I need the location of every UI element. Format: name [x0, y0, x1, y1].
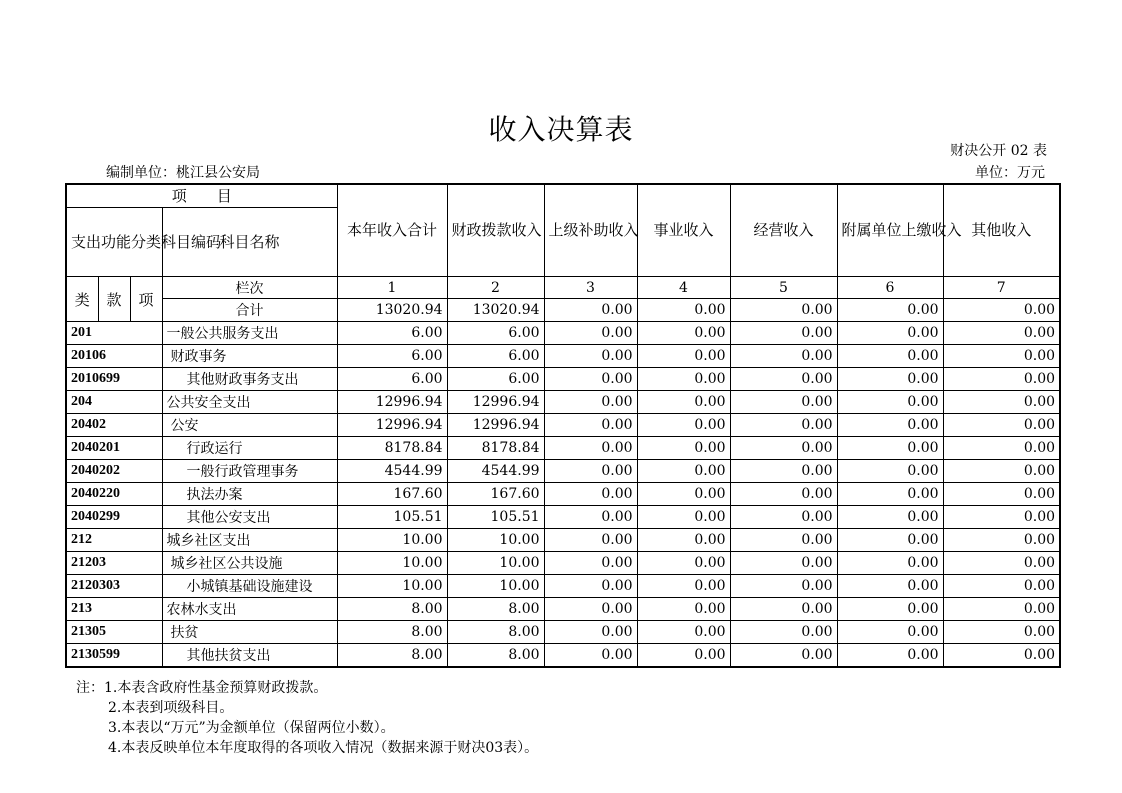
row-cell: 0.00	[943, 345, 1060, 368]
row-cell: 0.00	[637, 575, 730, 598]
row-cell: 10.00	[447, 552, 544, 575]
table-row	[66, 644, 1060, 668]
row-cell: 4544.99	[337, 460, 447, 483]
notes	[76, 678, 538, 758]
row-cell: 0.00	[837, 483, 943, 506]
row-cell: 0.00	[730, 644, 837, 668]
row-name: 其他扶贫支出	[162, 644, 337, 668]
row-cell: 0.00	[837, 460, 943, 483]
table-row	[66, 552, 1060, 575]
row-cell: 10.00	[337, 552, 447, 575]
row-code: 2010699	[66, 368, 162, 391]
row-cell: 8.00	[447, 598, 544, 621]
row-code: 2120303	[66, 575, 162, 598]
table-row	[66, 437, 1060, 460]
row-cell: 0.00	[637, 552, 730, 575]
total-label: 合计	[162, 299, 337, 322]
col-num: 2	[447, 277, 544, 299]
row-cell: 0.00	[943, 506, 1060, 529]
col-num: 3	[544, 277, 637, 299]
row-name: 一般公共服务支出	[162, 322, 337, 345]
row-cell: 0.00	[544, 598, 637, 621]
row-cell: 167.60	[337, 483, 447, 506]
row-cell: 0.00	[943, 414, 1060, 437]
lanci-label: 栏次	[162, 277, 337, 299]
table-row	[66, 414, 1060, 437]
header-col-affiliated: 附属单位上缴收入	[837, 184, 943, 277]
row-cell: 0.00	[730, 483, 837, 506]
row-cell: 0.00	[637, 437, 730, 460]
row-cell: 0.00	[943, 621, 1060, 644]
row-cell: 0.00	[637, 345, 730, 368]
row-cell: 6.00	[447, 345, 544, 368]
row-name: 财政事务	[162, 345, 337, 368]
row-code: 2040201	[66, 437, 162, 460]
row-cell: 0.00	[943, 483, 1060, 506]
row-cell: 0.00	[544, 368, 637, 391]
table-row	[66, 506, 1060, 529]
row-cell: 0.00	[637, 644, 730, 668]
row-cell: 0.00	[837, 322, 943, 345]
row-cell: 0.00	[730, 391, 837, 414]
row-cell: 0.00	[730, 368, 837, 391]
row-cell: 0.00	[730, 414, 837, 437]
header-col-fiscal: 财政拨款收入	[447, 184, 544, 277]
row-cell: 0.00	[730, 345, 837, 368]
row-cell: 0.00	[837, 552, 943, 575]
row-name: 其他财政事务支出	[162, 368, 337, 391]
table-row	[66, 391, 1060, 414]
row-cell: 0.00	[943, 368, 1060, 391]
row-name: 公共安全支出	[162, 391, 337, 414]
row-cell: 0.00	[544, 483, 637, 506]
row-code: 2040299	[66, 506, 162, 529]
row-cell: 10.00	[447, 575, 544, 598]
row-name: 其他公安支出	[162, 506, 337, 529]
row-cell: 6.00	[447, 322, 544, 345]
row-name: 公安	[162, 414, 337, 437]
row-cell: 0.00	[943, 437, 1060, 460]
row-cell: 0.00	[544, 506, 637, 529]
row-code: 2130599	[66, 644, 162, 668]
row-cell: 0.00	[730, 598, 837, 621]
row-cell: 0.00	[637, 391, 730, 414]
row-cell: 0.00	[837, 506, 943, 529]
row-cell: 0.00	[637, 368, 730, 391]
row-cell: 0.00	[943, 460, 1060, 483]
header-name: 科目名称	[162, 208, 337, 277]
row-name: 一般行政管理事务	[162, 460, 337, 483]
row-cell: 4544.99	[447, 460, 544, 483]
header-kuan: 款	[98, 277, 130, 322]
row-cell: 0.00	[730, 552, 837, 575]
row-cell: 8.00	[447, 621, 544, 644]
row-cell: 0.00	[943, 575, 1060, 598]
row-cell: 6.00	[337, 345, 447, 368]
table-row	[66, 575, 1060, 598]
row-cell: 0.00	[544, 460, 637, 483]
row-name: 执法办案	[162, 483, 337, 506]
row-code: 21305	[66, 621, 162, 644]
col-num: 6	[837, 277, 943, 299]
row-cell: 8.00	[337, 644, 447, 668]
row-name: 城乡社区公共设施	[162, 552, 337, 575]
row-cell: 0.00	[544, 575, 637, 598]
note-3: 3.本表以“万元”为金额单位（保留两位小数）。	[108, 720, 395, 736]
row-code: 201	[66, 322, 162, 345]
row-code: 204	[66, 391, 162, 414]
total-cell: 13020.94	[337, 299, 447, 322]
row-cell: 8.00	[337, 598, 447, 621]
row-cell: 0.00	[637, 414, 730, 437]
row-cell: 0.00	[943, 644, 1060, 668]
row-code: 2040202	[66, 460, 162, 483]
row-name: 小城镇基础设施建设	[162, 575, 337, 598]
row-cell: 0.00	[837, 598, 943, 621]
header-col-operating: 经营收入	[730, 184, 837, 277]
row-cell: 10.00	[447, 529, 544, 552]
total-cell: 0.00	[637, 299, 730, 322]
total-row	[66, 299, 1060, 322]
header-code: 支出功能分类科目编码	[66, 208, 162, 277]
row-code: 20402	[66, 414, 162, 437]
row-cell: 0.00	[730, 529, 837, 552]
row-cell: 0.00	[837, 414, 943, 437]
row-cell: 0.00	[637, 483, 730, 506]
row-cell: 6.00	[337, 368, 447, 391]
row-cell: 0.00	[837, 644, 943, 668]
row-code: 2040220	[66, 483, 162, 506]
row-cell: 8.00	[447, 644, 544, 668]
row-cell: 12996.94	[447, 414, 544, 437]
row-cell: 12996.94	[337, 414, 447, 437]
row-code: 20106	[66, 345, 162, 368]
table-row	[66, 621, 1060, 644]
row-cell: 105.51	[337, 506, 447, 529]
row-code: 212	[66, 529, 162, 552]
total-cell: 0.00	[730, 299, 837, 322]
table-row	[66, 460, 1060, 483]
row-cell: 0.00	[943, 529, 1060, 552]
row-cell: 0.00	[544, 621, 637, 644]
table-row	[66, 368, 1060, 391]
row-cell: 0.00	[837, 391, 943, 414]
row-cell: 0.00	[730, 460, 837, 483]
col-num: 1	[337, 277, 447, 299]
total-cell: 0.00	[943, 299, 1060, 322]
row-cell: 0.00	[730, 621, 837, 644]
row-code: 213	[66, 598, 162, 621]
header-col-business: 事业收入	[637, 184, 730, 277]
row-cell: 0.00	[544, 391, 637, 414]
row-cell: 10.00	[337, 575, 447, 598]
row-cell: 0.00	[637, 621, 730, 644]
col-num: 7	[943, 277, 1060, 299]
row-cell: 0.00	[943, 598, 1060, 621]
row-name: 行政运行	[162, 437, 337, 460]
row-cell: 105.51	[447, 506, 544, 529]
row-cell: 6.00	[337, 322, 447, 345]
row-name: 扶贫	[162, 621, 337, 644]
row-cell: 0.00	[637, 460, 730, 483]
table-row	[66, 483, 1060, 506]
row-cell: 12996.94	[337, 391, 447, 414]
header-col-total: 本年收入合计	[337, 184, 447, 277]
header-item: 项 目	[66, 184, 337, 208]
header-lei: 类	[66, 277, 98, 322]
note-2: 2.本表到项级科目。	[108, 700, 234, 716]
row-cell: 0.00	[544, 437, 637, 460]
row-cell: 0.00	[544, 552, 637, 575]
row-cell: 0.00	[943, 322, 1060, 345]
table-row	[66, 529, 1060, 552]
row-cell: 0.00	[637, 506, 730, 529]
row-cell: 6.00	[447, 368, 544, 391]
reporting-unit: 编制单位：桃江县公安局	[106, 165, 260, 181]
row-cell: 0.00	[544, 322, 637, 345]
table-row	[66, 598, 1060, 621]
row-cell: 0.00	[837, 621, 943, 644]
row-cell: 10.00	[337, 529, 447, 552]
total-cell: 0.00	[544, 299, 637, 322]
row-cell: 0.00	[544, 529, 637, 552]
income-table	[65, 183, 1061, 668]
row-cell: 167.60	[447, 483, 544, 506]
row-cell: 0.00	[730, 506, 837, 529]
row-code: 21203	[66, 552, 162, 575]
row-cell: 0.00	[544, 345, 637, 368]
row-cell: 8178.84	[337, 437, 447, 460]
row-cell: 0.00	[730, 322, 837, 345]
row-cell: 0.00	[637, 322, 730, 345]
total-cell: 0.00	[837, 299, 943, 322]
header-col-other: 其他收入	[943, 184, 1060, 277]
row-cell: 0.00	[837, 529, 943, 552]
row-cell: 0.00	[837, 575, 943, 598]
note-4: 4.本表反映单位本年度取得的各项收入情况（数据来源于财决03表）。	[108, 740, 539, 756]
header-xiang: 项	[130, 277, 162, 322]
row-cell: 0.00	[730, 437, 837, 460]
row-cell: 0.00	[544, 414, 637, 437]
row-name: 农林水支出	[162, 598, 337, 621]
form-number: 财决公开 02 表	[950, 143, 1047, 159]
row-cell: 0.00	[637, 598, 730, 621]
row-cell: 0.00	[730, 575, 837, 598]
row-cell: 12996.94	[447, 391, 544, 414]
row-cell: 0.00	[837, 345, 943, 368]
row-cell: 0.00	[837, 368, 943, 391]
total-cell: 13020.94	[447, 299, 544, 322]
header-col-superior: 上级补助收入	[544, 184, 637, 277]
col-num: 5	[730, 277, 837, 299]
row-cell: 0.00	[637, 529, 730, 552]
table-row	[66, 322, 1060, 345]
table-row	[66, 345, 1060, 368]
row-cell: 0.00	[837, 437, 943, 460]
note-1: 注：1.本表含政府性基金预算财政拨款。	[76, 680, 328, 696]
row-cell: 0.00	[943, 391, 1060, 414]
row-cell: 0.00	[544, 644, 637, 668]
row-name: 城乡社区支出	[162, 529, 337, 552]
col-num: 4	[637, 277, 730, 299]
row-cell: 8.00	[337, 621, 447, 644]
row-cell: 8178.84	[447, 437, 544, 460]
row-cell: 0.00	[943, 552, 1060, 575]
currency-unit: 单位：万元	[975, 165, 1045, 181]
page-title: 收入决算表	[488, 113, 634, 146]
